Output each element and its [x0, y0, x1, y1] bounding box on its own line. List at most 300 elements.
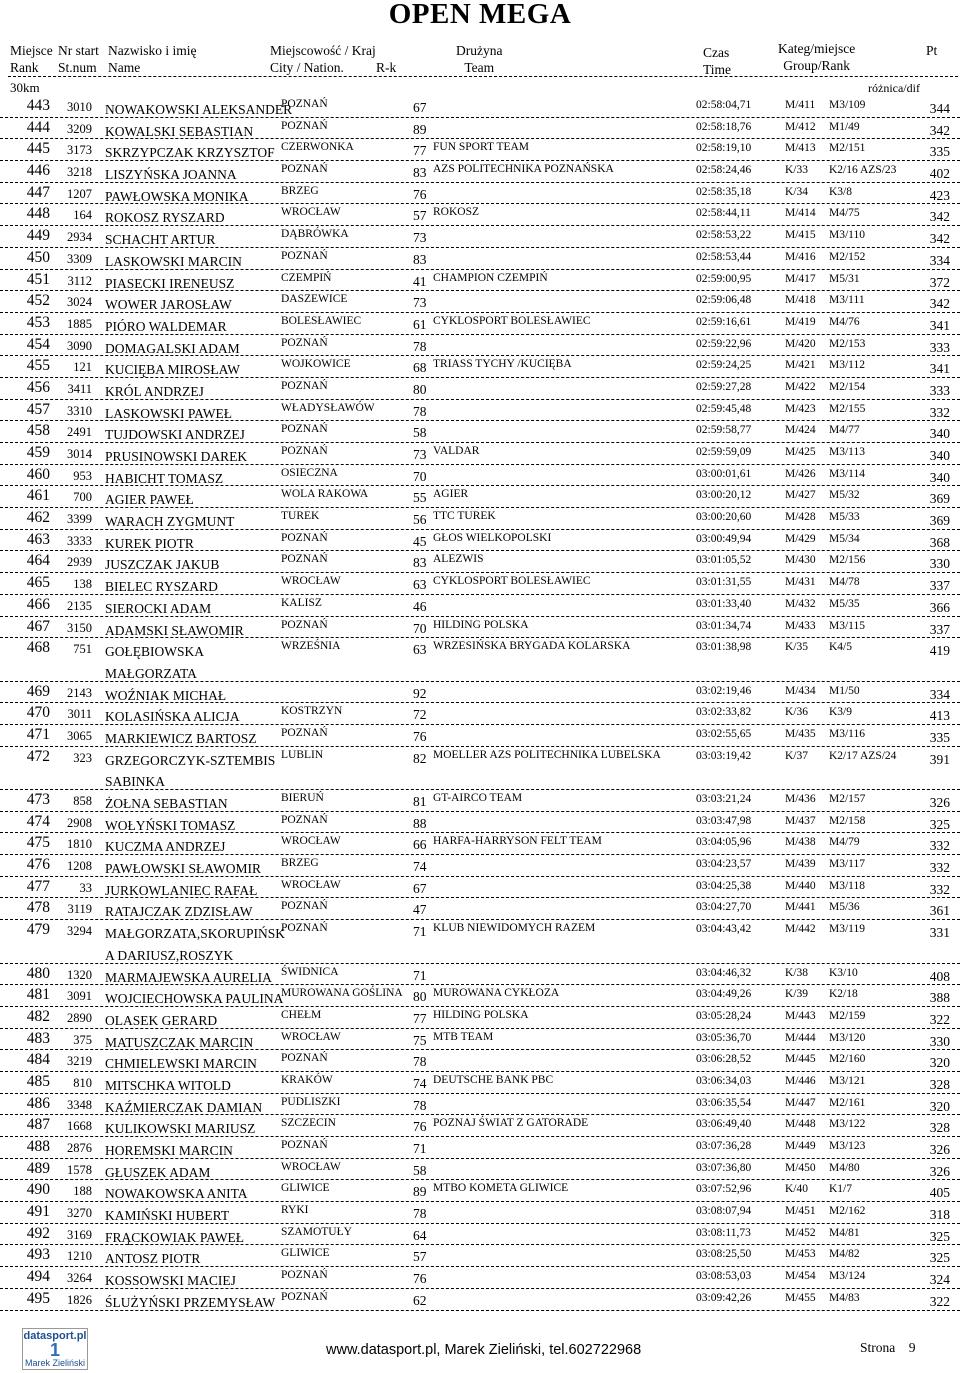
table-row — [0, 790, 960, 812]
cell-category: K/36 — [785, 706, 808, 719]
cell-start-number: 1210 — [67, 1249, 92, 1264]
cell-group-rank: M4/78 — [829, 576, 860, 589]
cell-time: 03:01:34,74 — [696, 619, 752, 632]
table-row — [0, 1245, 960, 1267]
cell-rk: 71 — [413, 924, 427, 940]
cell-name: PRUSINOWSKI DAREK — [105, 449, 248, 464]
cell-name: KRÓL ANDRZEJ — [105, 383, 204, 399]
header-start-number: Nr start St.num — [58, 43, 99, 75]
cell-time: 03:07:36,28 — [696, 1140, 752, 1153]
cell-group-rank: M3/120 — [829, 1031, 866, 1044]
cell-points: 341 — [929, 361, 950, 377]
cell-rank: 492 — [26, 1224, 50, 1242]
table-row — [0, 204, 960, 226]
cell-team: KLUB NIEWIDOMYCH RAZEM — [433, 922, 596, 935]
cell-city: ŚWIDNICA — [281, 965, 339, 978]
cell-points: 335 — [929, 144, 950, 160]
cell-city: POZNAŃ — [281, 1052, 328, 1065]
cell-group-rank: K3/10 — [829, 966, 858, 979]
cell-rk: 80 — [413, 989, 427, 1005]
cell-group-rank: M3/124 — [829, 1270, 866, 1283]
cell-city: WROCŁAW — [281, 206, 341, 219]
cell-group-rank: M5/36 — [829, 901, 860, 914]
cell-time: 03:08:53,03 — [696, 1270, 752, 1283]
cell-rk: 78 — [413, 1097, 427, 1113]
cell-name: KUCIĘBA MIROSŁAW — [105, 362, 241, 378]
cell-time: 03:06:34,03 — [696, 1074, 752, 1087]
cell-rk: 71 — [413, 1141, 427, 1157]
cell-rank: 486 — [26, 1094, 50, 1112]
cell-points: 332 — [929, 860, 950, 876]
cell-start-number: 1578 — [67, 1162, 92, 1177]
cell-rank: 455 — [26, 357, 50, 375]
cell-points: 326 — [929, 795, 950, 811]
cell-category: M/437 — [785, 814, 816, 827]
cell-rk: 82 — [413, 750, 427, 766]
distance-label: 30km — [10, 80, 40, 95]
cell-name: MARMAJEWSKA AURELIA — [105, 969, 272, 985]
cell-start-number: 33 — [79, 880, 92, 895]
cell-rank: 459 — [26, 444, 50, 461]
cell-time: 03:00:49,94 — [696, 532, 752, 545]
cell-rank: 489 — [26, 1159, 50, 1177]
cell-city: POZNAŃ — [281, 98, 328, 110]
cell-category: M/430 — [785, 554, 816, 567]
cell-rk: 88 — [413, 815, 427, 831]
table-row — [0, 1029, 960, 1051]
cell-category: M/418 — [785, 294, 816, 307]
cell-city: POZNAŃ — [281, 1269, 328, 1282]
cell-start-number: 3309 — [67, 251, 92, 266]
cell-time: 02:59:22,96 — [696, 337, 752, 350]
cell-points: 361 — [929, 903, 950, 919]
table-row — [0, 139, 960, 161]
cell-name: WARACH ZYGMUNT — [105, 514, 235, 530]
header-time: Czas Time — [703, 45, 732, 77]
cell-time: 03:03:19,42 — [696, 749, 752, 762]
cell-rk: 83 — [413, 251, 427, 267]
cell-rank: 477 — [26, 877, 50, 895]
cell-group-rank: M2/152 — [829, 250, 866, 263]
cell-name: WOŹNIAK MICHAŁ — [105, 687, 227, 703]
cell-rank: 446 — [26, 162, 50, 180]
cell-group-rank: M1/49 — [829, 120, 860, 133]
cell-rank: 494 — [26, 1268, 50, 1286]
cell-rk: 47 — [413, 902, 427, 918]
table-row — [0, 833, 960, 855]
cell-points: 366 — [929, 599, 950, 615]
cell-city: DĄBRÓWKA — [281, 228, 349, 241]
cell-name: MARKIEWICZ BARTOSZ — [105, 730, 257, 746]
cell-time: 03:02:19,46 — [696, 684, 752, 697]
table-row — [0, 1094, 960, 1116]
table-row — [0, 530, 960, 552]
cell-points: 337 — [929, 621, 950, 637]
table-row — [0, 443, 960, 465]
cell-city: BRZEG — [281, 857, 319, 870]
cell-start-number: 3270 — [67, 1206, 92, 1221]
cell-group-rank: M3/116 — [829, 727, 865, 740]
cell-name: SKRZYPCZAK KRZYSZTOF — [105, 145, 275, 161]
cell-group-rank: M4/80 — [829, 1161, 860, 1174]
cell-rank: 447 — [26, 183, 50, 201]
cell-category: K/33 — [785, 164, 808, 177]
cell-rk: 45 — [413, 533, 427, 549]
cell-start-number: 2934 — [67, 230, 92, 245]
cell-time: 02:59:24,25 — [696, 359, 752, 372]
cell-name: DOMAGALSKI ADAM — [105, 340, 240, 356]
cell-category: M/419 — [785, 315, 816, 328]
cell-points: 330 — [929, 556, 950, 572]
cell-rank: 454 — [26, 335, 50, 353]
cell-points: 320 — [929, 1055, 950, 1071]
cell-rank: 488 — [26, 1138, 50, 1156]
cell-city: DASZEWICE — [281, 293, 348, 306]
cell-rank: 445 — [26, 140, 50, 158]
cell-rk: 73 — [413, 447, 427, 462]
cell-category: M/455 — [785, 1291, 816, 1304]
difference-label: różnica/dif — [868, 81, 920, 95]
cell-city: WROCŁAW — [281, 1030, 341, 1043]
cell-group-rank: M3/115 — [829, 619, 865, 632]
cell-city: WROCŁAW — [281, 1160, 341, 1173]
header-name: Nazwisko i imię Name — [108, 43, 197, 75]
cell-name: GOŁĘBIOWSKA MAŁGORZATA — [105, 644, 204, 681]
cell-group-rank: K2/17 AZS/24 — [829, 749, 897, 762]
cell-name: TUJDOWSKI ANDRZEJ — [105, 427, 245, 443]
cell-rk: 83 — [413, 555, 427, 571]
cell-team: WRZESIŃSKA BRYGADA KOLARSKA — [433, 640, 631, 653]
table-row — [0, 378, 960, 400]
cell-category: M/420 — [785, 337, 816, 350]
table-row — [0, 682, 960, 704]
cell-rk: 76 — [413, 186, 427, 202]
table-row — [0, 335, 960, 357]
table-row — [0, 595, 960, 617]
cell-rank: 491 — [26, 1203, 50, 1221]
cell-rk: 76 — [413, 1271, 427, 1287]
cell-category: M/422 — [785, 380, 816, 393]
cell-points: 369 — [929, 491, 950, 507]
cell-start-number: 3119 — [67, 902, 92, 917]
cell-name: BIELEC RYSZARD — [105, 579, 218, 595]
cell-group-rank: M5/33 — [829, 511, 860, 524]
cell-name: ADAMSKI SŁAWOMIR — [105, 622, 244, 638]
cell-start-number: 164 — [73, 208, 92, 223]
cell-name: ANTOSZ PIOTR — [105, 1251, 201, 1267]
cell-category: K/37 — [785, 749, 808, 762]
cell-name: PIASECKI IRENEUSZ — [105, 275, 235, 291]
cell-time: 02:59:45,48 — [696, 402, 752, 415]
cell-points: 405 — [929, 1185, 950, 1201]
cell-category: M/445 — [785, 1053, 816, 1066]
cell-name: GRZEGORCZYK-SZTEMBIS SABINKA — [105, 752, 276, 790]
cell-points: 337 — [929, 578, 950, 594]
cell-rk: 92 — [413, 685, 427, 701]
cell-points: 368 — [929, 534, 950, 550]
cell-rk: 78 — [413, 1054, 427, 1070]
cell-rank: 485 — [26, 1072, 50, 1090]
cell-rank: 448 — [26, 205, 50, 223]
cell-team: TTC TUREK — [433, 510, 496, 523]
table-row — [0, 920, 960, 963]
cell-team: ROKOSZ — [433, 206, 480, 219]
cell-team: AZS POLITECHNIKA POZNAŃSKA — [433, 163, 614, 176]
cell-start-number: 3209 — [67, 121, 92, 136]
cell-category: M/425 — [785, 446, 816, 458]
cell-rank: 465 — [26, 574, 50, 592]
cell-points: 340 — [929, 448, 950, 463]
cell-team: ALEZWIS — [433, 553, 484, 566]
cell-team: MTB TEAM — [433, 1030, 494, 1043]
cell-rk: 70 — [413, 468, 427, 484]
header-rank: Miejsce Rank — [10, 43, 53, 75]
table-row — [0, 1267, 960, 1289]
cell-points: 331 — [929, 925, 950, 941]
cell-rk: 89 — [413, 121, 427, 137]
cell-points: 334 — [929, 686, 950, 702]
cell-time: 03:06:35,54 — [696, 1096, 752, 1109]
cell-rk: 57 — [413, 208, 427, 224]
table-row — [0, 96, 960, 118]
table-row — [0, 1202, 960, 1224]
cell-points: 333 — [929, 382, 950, 398]
cell-rk: 81 — [413, 794, 427, 810]
table-row — [0, 1007, 960, 1029]
cell-rk: 76 — [413, 728, 427, 744]
cell-city: WROCŁAW — [281, 835, 341, 848]
cell-rank: 460 — [26, 465, 50, 483]
table-row — [0, 1224, 960, 1246]
cell-group-rank: M3/110 — [829, 229, 865, 242]
cell-city: WROCŁAW — [281, 575, 341, 588]
cell-name: KUREK PIOTR — [105, 535, 194, 551]
cell-rk: 63 — [413, 577, 427, 593]
cell-city: POZNAŃ — [281, 445, 328, 457]
cell-rk: 67 — [413, 880, 427, 896]
cell-start-number: 1810 — [67, 837, 92, 852]
cell-group-rank: K4/5 — [829, 641, 852, 654]
cell-time: 03:05:36,70 — [696, 1031, 752, 1044]
cell-time: 03:03:21,24 — [696, 793, 752, 806]
cell-rk: 74 — [413, 1075, 427, 1091]
table-row — [0, 508, 960, 530]
cell-rank: 451 — [26, 270, 50, 288]
cell-group-rank: M3/122 — [829, 1118, 866, 1131]
table-row — [0, 638, 960, 681]
cell-category: M/453 — [785, 1248, 816, 1261]
cell-city: SZAMOTUŁY — [281, 1225, 352, 1238]
cell-rank: 490 — [26, 1181, 50, 1199]
cell-rank: 471 — [26, 725, 50, 743]
cell-category: M/411 — [785, 99, 816, 111]
table-row — [0, 1159, 960, 1181]
cell-team: CHAMPION CZEMPIŃ — [433, 271, 548, 284]
cell-time: 03:04:25,38 — [696, 879, 752, 892]
cell-rk: 71 — [413, 967, 427, 983]
cell-start-number: 1826 — [67, 1292, 92, 1307]
table-row — [0, 486, 960, 508]
cell-points: 391 — [929, 751, 950, 767]
cell-city: CHEŁM — [281, 1008, 322, 1021]
header-category: Kateg/miejsce Group/Rank — [778, 41, 856, 73]
cell-rank: 464 — [26, 552, 50, 570]
cell-time: 03:06:49,40 — [696, 1118, 752, 1131]
cell-rank: 484 — [26, 1051, 50, 1069]
table-row — [0, 1115, 960, 1137]
cell-rank: 474 — [26, 812, 50, 830]
cell-category: M/432 — [785, 597, 816, 610]
cell-category: M/414 — [785, 207, 816, 220]
cell-city: TUREK — [281, 510, 320, 523]
cell-group-rank: M4/77 — [829, 424, 860, 437]
cell-category: M/447 — [785, 1096, 816, 1109]
cell-city: CZERWONKA — [281, 141, 354, 154]
cell-start-number: 375 — [73, 1032, 92, 1047]
table-row — [0, 226, 960, 248]
cell-points: 322 — [929, 1011, 950, 1027]
cell-time: 03:00:20,60 — [696, 511, 752, 524]
cell-time: 03:03:47,98 — [696, 814, 752, 827]
cell-start-number: 953 — [73, 468, 92, 483]
cell-points: 342 — [929, 122, 950, 138]
cell-time: 02:59:16,61 — [696, 315, 752, 328]
cell-city: POZNAŃ — [281, 336, 328, 349]
cell-group-rank: M2/153 — [829, 337, 866, 350]
cell-group-rank: M4/82 — [829, 1248, 860, 1261]
cell-start-number: 3333 — [67, 533, 92, 548]
cell-time: 02:58:24,46 — [696, 164, 752, 177]
cell-group-rank: K3/8 — [829, 185, 852, 198]
cell-category: M/451 — [785, 1205, 816, 1218]
table-row — [0, 1072, 960, 1094]
datasport-logo: datasport.pl 1 Marek Zieliński — [23, 1330, 87, 1368]
cell-group-rank: K2/18 — [829, 988, 858, 1001]
cell-name: KUCZMA ANDRZEJ — [105, 839, 226, 855]
cell-group-rank: M1/50 — [829, 684, 860, 697]
cell-rank: 466 — [26, 595, 50, 613]
cell-name: KAMIŃSKI HUBERT — [105, 1208, 230, 1224]
table-row — [0, 1180, 960, 1202]
cell-start-number: 3310 — [67, 403, 92, 418]
cell-name: ŻOŁNA SEBASTIAN — [105, 796, 228, 812]
cell-rk: 70 — [413, 620, 427, 636]
cell-time: 02:59:58,77 — [696, 424, 752, 437]
cell-rk: 46 — [413, 598, 427, 614]
cell-name: WOŁYŃSKI TOMASZ — [105, 817, 236, 833]
cell-name: HABICHT TOMASZ — [105, 470, 224, 486]
cell-team: HARFA-HARRYSON FELT TEAM — [433, 835, 602, 848]
cell-time: 02:59:27,28 — [696, 380, 752, 393]
cell-points: 330 — [929, 1033, 950, 1049]
header-divider — [8, 76, 958, 77]
cell-name: MATUSZCZAK MARCIN — [105, 1034, 254, 1050]
cell-name: ŚLUŻYŃSKI PRZEMYSŁAW — [105, 1294, 276, 1310]
cell-group-rank: M2/155 — [829, 402, 866, 415]
cell-rk: 68 — [413, 360, 427, 376]
cell-rank: 458 — [26, 422, 50, 440]
cell-points: 402 — [929, 166, 950, 182]
header-rk: R-k — [376, 60, 397, 75]
cell-team: MTBO KOMETA GLIWICE — [433, 1182, 569, 1195]
cell-city: GLIWICE — [281, 1182, 330, 1195]
cell-time: 02:59:00,95 — [696, 272, 752, 285]
cell-rk: 89 — [413, 1184, 427, 1200]
cell-rank: 463 — [26, 530, 50, 548]
table-row — [0, 855, 960, 877]
cell-points: 334 — [929, 252, 950, 268]
cell-name: KOWALSKI SEBASTIAN — [105, 123, 254, 139]
cell-rank: 461 — [26, 487, 50, 505]
cell-category: M/440 — [785, 879, 816, 892]
cell-rk: 73 — [413, 295, 427, 311]
page-number: Strona 9 — [860, 1340, 916, 1355]
cell-name: LASKOWSKI MARCIN — [105, 253, 242, 269]
cell-start-number: 1208 — [67, 859, 92, 874]
cell-name: WOJCIECHOWSKA PAULINA — [105, 991, 284, 1007]
cell-start-number: 188 — [73, 1184, 92, 1199]
cell-rk: 56 — [413, 512, 427, 528]
cell-category: K/35 — [785, 641, 808, 654]
cell-points: 408 — [929, 968, 950, 984]
cell-time: 03:04:27,70 — [696, 901, 752, 914]
footer-contact: www.datasport.pl, Marek Zieliński, tel.602722968 — [326, 1342, 642, 1358]
table-row — [0, 1050, 960, 1072]
cell-points: 369 — [929, 513, 950, 529]
cell-name: KOSSOWSKI MACIEJ — [105, 1273, 236, 1289]
cell-team: GŁOS WIELKOPOLSKI — [433, 531, 552, 544]
table-row — [0, 812, 960, 834]
cell-start-number: 2890 — [67, 1010, 92, 1025]
cell-rank: 469 — [26, 682, 50, 700]
cell-time: 02:58:19,10 — [696, 142, 752, 155]
cell-start-number: 3219 — [67, 1054, 92, 1069]
cell-points: 326 — [929, 1142, 950, 1158]
cell-time: 03:08:11,73 — [696, 1226, 751, 1239]
cell-city: POZNAŃ — [281, 249, 328, 262]
cell-city: POZNAŃ — [281, 726, 328, 739]
cell-rk: 75 — [413, 1032, 427, 1048]
cell-points: 341 — [929, 317, 950, 333]
page-title: OPEN MEGA — [388, 0, 572, 30]
cell-category: M/450 — [785, 1161, 816, 1174]
cell-city: WOLA RAKOWA — [281, 488, 369, 501]
cell-category: M/438 — [785, 836, 816, 849]
cell-rk: 62 — [413, 1292, 427, 1308]
cell-rank: 480 — [26, 964, 50, 982]
cell-city: PUDLISZKI — [281, 1095, 341, 1108]
cell-time: 02:58:53,44 — [696, 250, 752, 263]
cell-start-number: 1885 — [67, 316, 92, 331]
table-row — [0, 421, 960, 443]
cell-team: CYKLOSPORT BOLESŁAWIEC — [433, 314, 591, 327]
cell-rk: 76 — [413, 1119, 427, 1135]
cell-start-number: 3348 — [67, 1097, 92, 1112]
cell-rank: 456 — [26, 378, 50, 396]
cell-group-rank: M2/156 — [829, 554, 866, 567]
table-row — [0, 291, 960, 313]
cell-team: FUN SPORT TEAM — [433, 141, 530, 154]
table-row — [0, 161, 960, 183]
cell-start-number: 3264 — [67, 1271, 92, 1286]
table-row — [0, 400, 960, 422]
cell-points: 325 — [929, 816, 950, 832]
cell-points: 342 — [929, 231, 950, 247]
cell-group-rank: M3/114 — [829, 467, 865, 480]
cell-rk: 78 — [413, 1206, 427, 1222]
cell-start-number: 3112 — [67, 273, 92, 288]
cell-category: M/454 — [785, 1270, 816, 1283]
